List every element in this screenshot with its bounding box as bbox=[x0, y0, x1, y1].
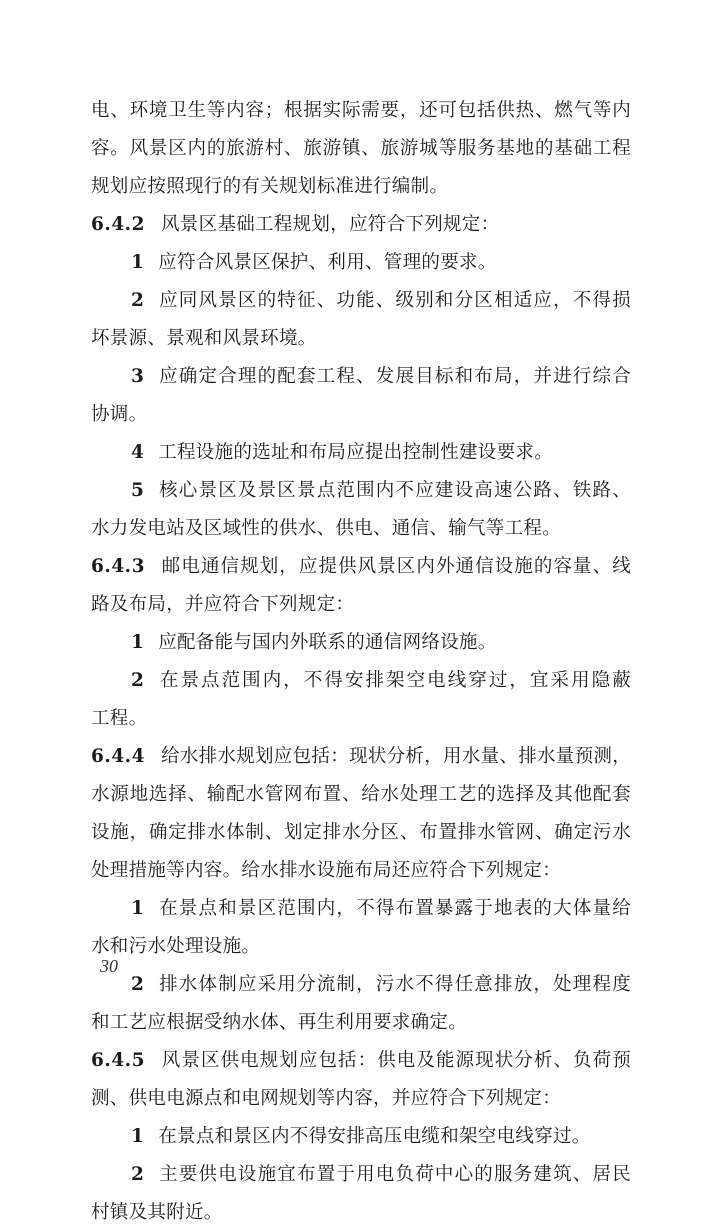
clause-line bbox=[91, 624, 631, 662]
clause-text: 在景点范围内，不得安排架空电线穿过，宜采用隐蔽 bbox=[158, 670, 631, 691]
section-number: 6.4.5 bbox=[91, 1050, 145, 1071]
clause-line bbox=[91, 1118, 631, 1156]
clause-number: 2 bbox=[131, 974, 145, 995]
clause-text: 核心景区及景区景点范围内不应建设高速公路、铁路、 bbox=[158, 480, 631, 501]
clause-number: 1 bbox=[131, 252, 145, 273]
clause-line bbox=[91, 244, 631, 282]
section-text: 风景区供电规划应包括：供电及能源现状分析、负荷预 bbox=[161, 1050, 631, 1071]
clause-number: 5 bbox=[131, 480, 145, 501]
text-line: 规划应按照现行的有关规划标准进行编制。 bbox=[91, 176, 449, 197]
clause-line bbox=[91, 282, 631, 320]
clause-number: 1 bbox=[131, 898, 145, 919]
clause-number: 1 bbox=[131, 1126, 145, 1147]
text-line: 坏景源、景观和风景环境。 bbox=[91, 328, 317, 349]
clause-number: 2 bbox=[131, 670, 145, 691]
clause-line bbox=[91, 472, 631, 510]
section-heading-6-4-3 bbox=[91, 548, 631, 586]
text-line: 和工艺应根据受纳水体、再生利用要求确定。 bbox=[91, 1012, 468, 1033]
clause-line bbox=[91, 358, 631, 396]
section-heading-6-4-2 bbox=[91, 206, 631, 244]
text-line: 协调。 bbox=[91, 404, 148, 425]
clause-line bbox=[91, 1156, 631, 1194]
section-heading-6-4-5 bbox=[91, 1042, 631, 1080]
clause-number: 4 bbox=[131, 442, 145, 463]
page-number: 30 bbox=[100, 956, 118, 976]
text-line: 水和污水处理设施。 bbox=[91, 936, 261, 957]
clause-text: 主要供电设施宜布置于用电负荷中心的服务建筑、居民 bbox=[158, 1164, 631, 1185]
section-text: 邮电通信规划，应提供风景区内外通信设施的容量、线 bbox=[161, 556, 631, 577]
text-line: 水力发电站及区域性的供水、供电、通信、输气等工程。 bbox=[91, 518, 562, 539]
text-line: 容。风景区内的旅游村、旅游镇、旅游城等服务基地的基础工程 bbox=[91, 138, 631, 159]
section-heading-6-4-4 bbox=[91, 738, 631, 776]
text-line: 处理措施等内容。给水排水设施布局还应符合下列规定： bbox=[91, 860, 562, 881]
section-number: 6.4.3 bbox=[91, 556, 145, 577]
clause-text: 应确定合理的配套工程、发展目标和布局，并进行综合 bbox=[158, 366, 631, 387]
clause-text: 工程设施的选址和布局应提出控制性建设要求。 bbox=[158, 442, 553, 463]
section-number: 6.4.2 bbox=[91, 214, 145, 235]
clause-number: 2 bbox=[131, 290, 145, 311]
clause-line bbox=[91, 434, 631, 472]
text-line: 电、环境卫生等内容；根据实际需要，还可包括供热、燃气等内 bbox=[91, 100, 631, 121]
section-text: 风景区基础工程规划，应符合下列规定： bbox=[161, 214, 500, 235]
clause-number: 1 bbox=[131, 632, 145, 653]
text-line: 路及布局，并应符合下列规定： bbox=[91, 594, 355, 615]
clause-line bbox=[91, 890, 631, 928]
clause-text: 在景点和景区范围内，不得布置暴露于地表的大体量给 bbox=[158, 898, 631, 919]
text-line: 设施，确定排水体制、划定排水分区、布置排水管网、确定污水 bbox=[91, 822, 631, 843]
text-line: 水源地选择、输配水管网布置、给水处理工艺的选择及其他配套 bbox=[91, 784, 631, 805]
text-line: 村镇及其附近。 bbox=[91, 1202, 223, 1223]
section-text: 给水排水规划应包括：现状分析，用水量、排水量预测， bbox=[161, 746, 632, 767]
clause-text: 在景点和景区内不得安排高压电缆和架空电线穿过。 bbox=[158, 1126, 591, 1147]
section-number: 6.4.4 bbox=[91, 746, 145, 767]
clause-number: 3 bbox=[131, 366, 145, 387]
clause-text: 应配备能与国内外联系的通信网络设施。 bbox=[158, 632, 497, 653]
clause-text: 应同风景区的特征、功能、级别和分区相适应，不得损 bbox=[158, 290, 631, 311]
clause-text: 应符合风景区保护、利用、管理的要求。 bbox=[158, 252, 497, 273]
clause-line bbox=[91, 662, 631, 700]
clause-number: 2 bbox=[131, 1164, 145, 1185]
clause-line bbox=[91, 966, 631, 1004]
text-line: 工程。 bbox=[91, 708, 148, 729]
body-text bbox=[91, 92, 631, 1232]
text-line: 测、供电电源点和电网规划等内容，并应符合下列规定： bbox=[91, 1088, 562, 1109]
clause-text: 排水体制应采用分流制，污水不得任意排放，处理程度 bbox=[158, 974, 631, 995]
